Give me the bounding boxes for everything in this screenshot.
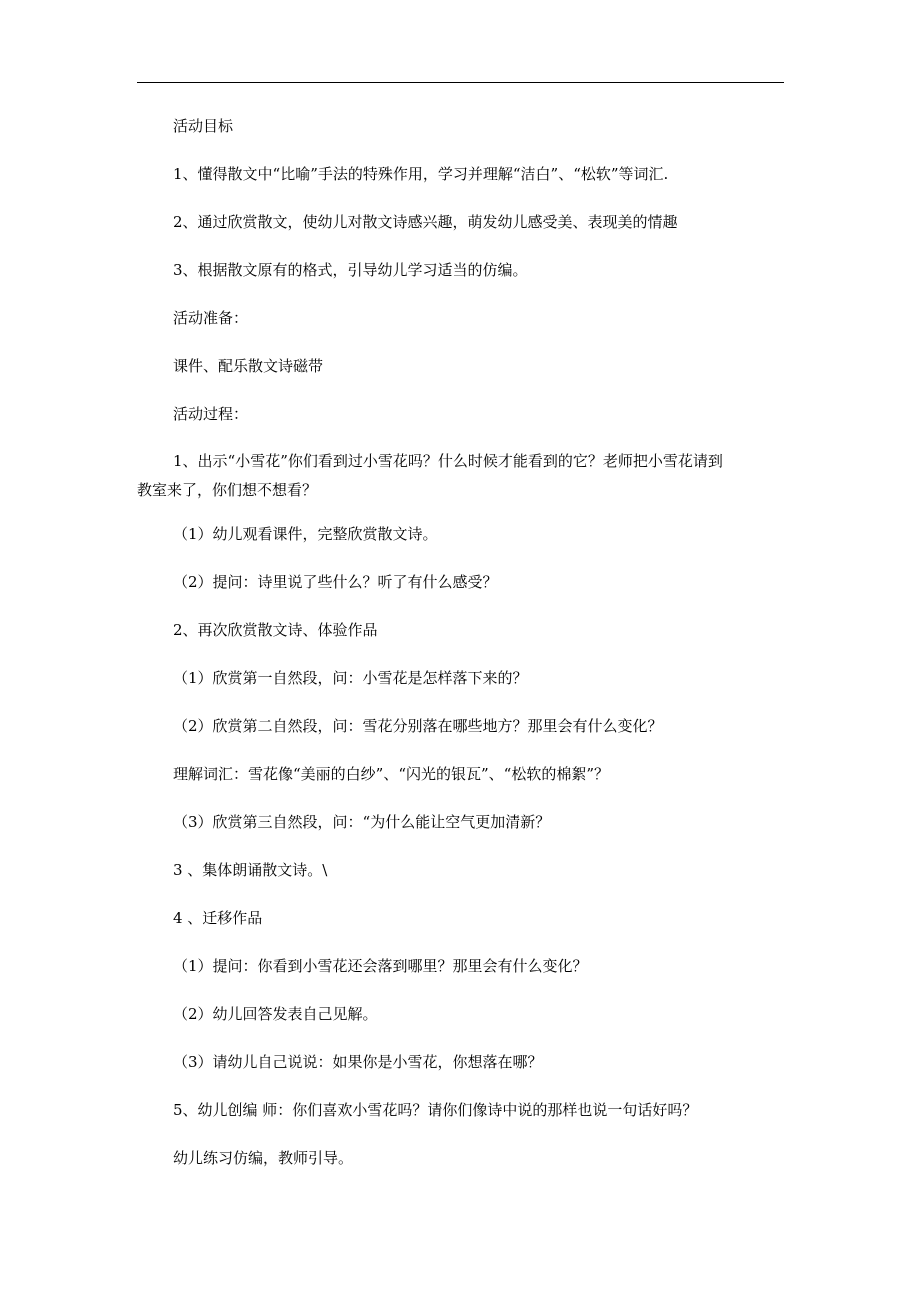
- process-step-2-sub-1: （1）欣赏第一自然段，问：小雪花是怎样落下来的？: [173, 669, 528, 687]
- vocabulary-note: 理解词汇：雪花像“美丽的白纱”、“闪光的银瓦”、“松软的棉絮”？: [173, 765, 610, 783]
- goal-item-1: 1、懂得散文中“比喻”手法的特殊作用，学习并理解“洁白”、“松软”等词汇.: [173, 165, 669, 183]
- heading-activity-goals: 活动目标: [173, 117, 234, 135]
- process-step-4-sub-2: （2）幼儿回答发表自己见解。: [173, 1005, 378, 1023]
- prep-materials: 课件、配乐散文诗磁带: [173, 357, 324, 375]
- process-step-1-line1: 1、出示“小雪花”你们看到过小雪花吗？什么时候才能看到的它？老师把小雪花请到: [173, 452, 723, 470]
- heading-activity-process: 活动过程：: [173, 405, 249, 423]
- process-step-1-sub-2: （2）提问：诗里说了些什么？听了有什么感受？: [173, 573, 498, 591]
- process-step-2: 2、再次欣赏散文诗、体验作品: [173, 621, 378, 639]
- process-step-1-line2: 教室来了，你们想不想看？: [137, 481, 318, 499]
- process-step-1-sub-1: （1）幼儿观看课件，完整欣赏散文诗。: [173, 525, 438, 543]
- process-step-4-sub-1: （1）提问：你看到小雪花还会落到哪里？那里会有什么变化？: [173, 957, 588, 975]
- process-step-4-sub-3: （3）请幼儿自己说说：如果你是小雪花，你想落在哪？: [173, 1053, 543, 1071]
- header-rule: [137, 82, 784, 83]
- process-step-2-sub-3: （3）欣赏第三自然段，问：“为什么能让空气更加清新？: [173, 813, 551, 831]
- process-closing: 幼儿练习仿编，教师引导。: [173, 1149, 354, 1167]
- process-step-1: [137, 447, 759, 505]
- heading-activity-prep: 活动准备：: [173, 309, 249, 327]
- process-step-5: 5、幼儿创编 师：你们喜欢小雪花吗？请你们像诗中说的那样也说一句话好吗？: [173, 1101, 698, 1119]
- goal-item-3: 3、根据散文原有的格式，引导幼儿学习适当的仿编。: [173, 261, 528, 279]
- process-step-3: 3 、集体朗诵散文诗。\: [173, 861, 328, 879]
- goal-item-2: 2、通过欣赏散文，使幼儿对散文诗感兴趣，萌发幼儿感受美、表现美的情趣: [173, 213, 678, 231]
- process-step-2-sub-2: （2）欣赏第二自然段，问：雪花分别落在哪些地方？那里会有什么变化？: [173, 717, 663, 735]
- process-step-4: 4 、迁移作品: [173, 909, 263, 927]
